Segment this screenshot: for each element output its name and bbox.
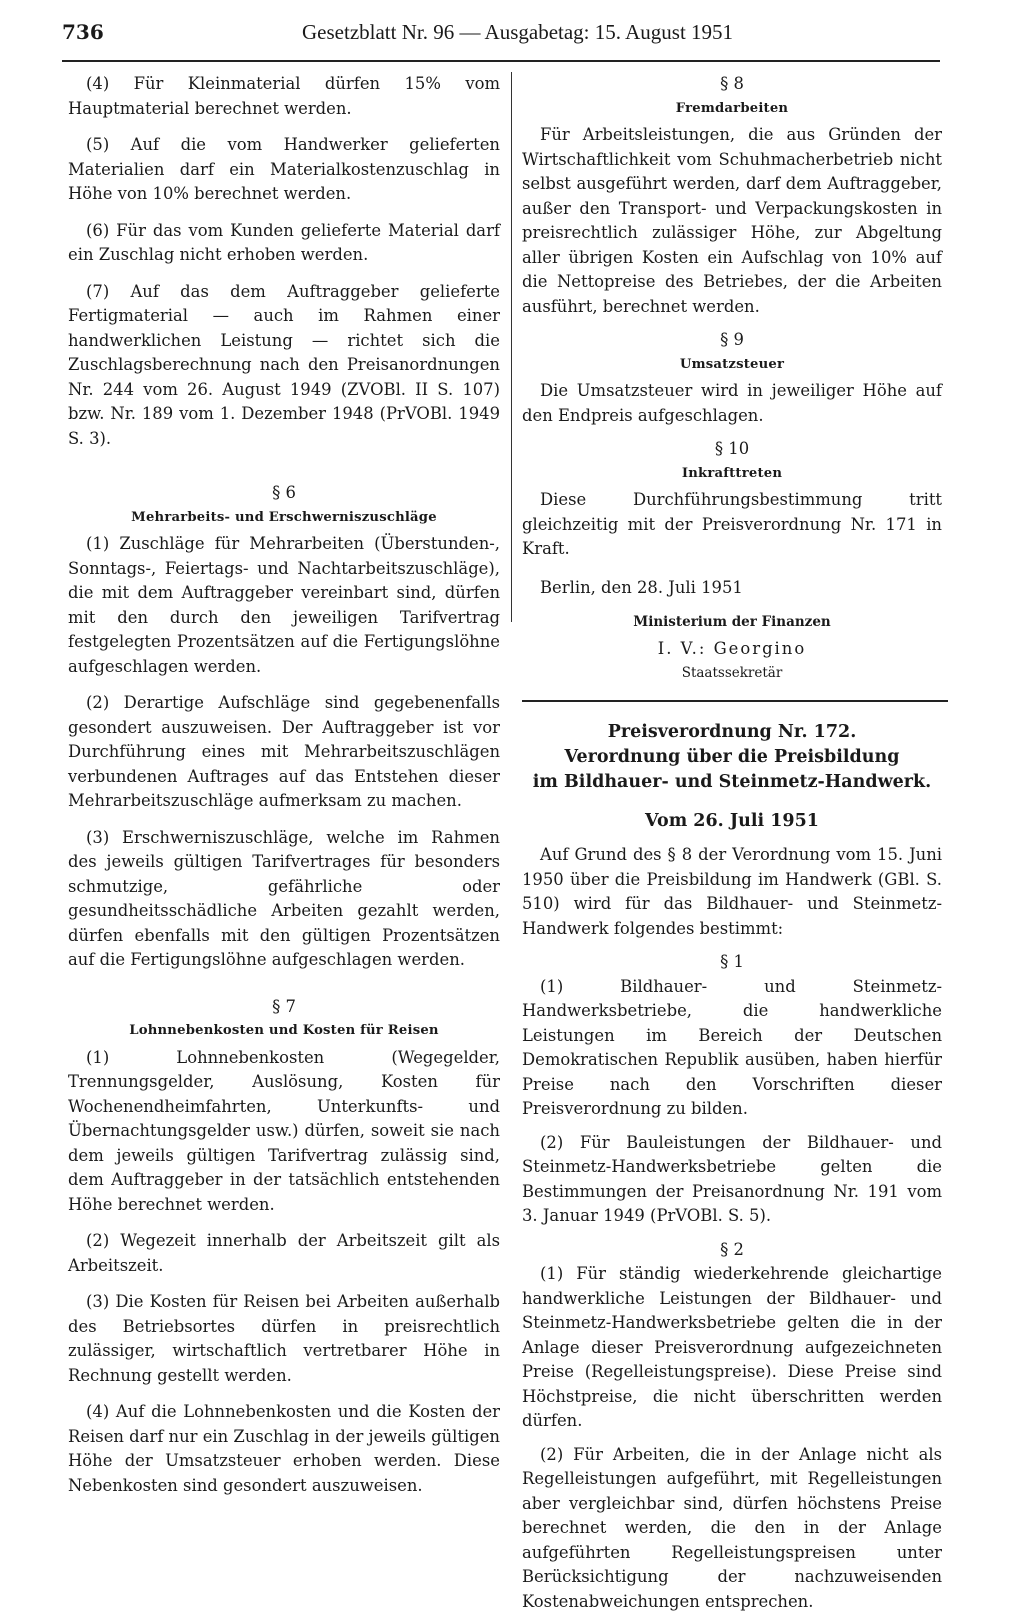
section-9-number: § 9 (720, 330, 744, 349)
header-rule (62, 60, 940, 62)
section-7-paragraph-3: (3) Die Kosten für Reisen bei Arbeiten außerhalb des Betriebsortes dürfen in preisrechtlich zulässiger, wirtschaftlich vertretbarer Höhe in Rechnung gestellt werden. (68, 1292, 500, 1385)
ministry-name: Ministerium der Finanzen (633, 614, 831, 630)
paragraph-5: (5) Auf die vom Handwerker gelieferten Materialien darf ein Materialkostenzuschlag in Höhe von 10% berechnet werden. (68, 135, 500, 203)
section-separator (522, 700, 948, 702)
gazette-title: Gesetzblatt Nr. 96 — Ausgabetag: 15. August 1951 (302, 20, 734, 44)
section-9-title: Umsatzsteuer (679, 356, 785, 372)
section-7-title: Lohnnebenkosten und Kosten für Reisen (129, 1023, 439, 1038)
paragraph-7: (7) Auf das dem Auftraggeber gelieferte Fertigmaterial — auch im Rahmen einer handwerklichen Leistung — richtet sich die Zuschlagsberechnung nach den Preisanordnungen Nr. 244 vom 26. August 1949 (ZVOBl. II S. 107) bzw. Nr. 189 vom 1. Dezember 1948 (PrVOBl. 1949 S. 3). (68, 281, 500, 448)
signer-name: I. V.: Georgino (657, 638, 807, 658)
section-10-title: Inkrafttreten (681, 465, 783, 481)
paragraph-6: (6) Für das vom Kunden gelieferte Material darf ein Zuschlag nicht erhoben werden. (68, 220, 500, 264)
left-column (68, 72, 500, 1510)
right-column (510, 72, 942, 1623)
paragraph-4: (4) Für Kleinmaterial dürfen 15% vom Hauptmaterial berechnet werden. (68, 74, 500, 118)
section-7-number: § 7 (272, 996, 296, 1016)
section-6-number: § 6 (272, 483, 296, 502)
decree-title-line-2: im Bildhauer- und Steinmetz-Handwerk. (532, 771, 932, 792)
place-date: Berlin, den 28. Juli 1951 (540, 577, 743, 597)
decree-section-1-number: § 1 (720, 952, 744, 971)
section-6-paragraph-2: (2) Derartige Aufschläge sind gegebenenfalls gesondert auszuweisen. Der Auftraggeber ist vor Durchführung eines mit Mehrarbeitszuschlägen verbundenen Auftrages auf das Entstehen dieser Mehrarbeitszuschläge aufmerksam zu machen. (68, 693, 500, 810)
page-header (62, 18, 932, 48)
decree-date: Vom 26. Juli 1951 (645, 810, 819, 831)
section-10-number: § 10 (714, 439, 750, 458)
page-number: 736 (62, 20, 104, 44)
signer-rank: Staatssekretär (681, 665, 783, 681)
section-7-paragraph-4: (4) Auf die Lohnnebenkosten und die Kosten der Reisen darf nur ein Zuschlag in der jeweils gültigen Höhe der Umsatzsteuer erhoben werden. Diese Nebenkosten sind gesondert auszuweisen. (68, 1402, 500, 1495)
decree-section-2-number: § 2 (720, 1239, 744, 1259)
decree-section-1-paragraph-2: (2) Für Bauleistungen der Bildhauer- und Steinmetz-Handwerksbetriebe gelten die Bestimmungen der Preisanordnung Nr. 191 vom 3. Januar 1949 (PrVOBl. S. 5). (522, 1132, 942, 1225)
decree-number: Preisverordnung Nr. 172. (607, 721, 857, 742)
decree-preamble: Auf Grund des § 8 der Verordnung vom 15. Juni 1950 über die Preisbildung im Handwerk (GBl. S. 510) wird für das Bildhauer- und Steinmetz-Handwerk folgendes bestimmt: (522, 845, 942, 938)
section-7-paragraph-1: (1) Lohnnebenkosten (Wegegelder, Trennungsgelder, Auslösung, Kosten für Wochenendheimfahrten, Unterkunfts- und Übernachtungsgelder usw.) dürfen, soweit sie nach dem jeweils gültigen Tarifvertrag zulässig sind, dem Auftraggeber in der tatsächlich entstehenden Höhe berechnet werden. (68, 1047, 500, 1214)
section-8-paragraph: Für Arbeitsleistungen, die aus Gründen der Wirtschaftlichkeit vom Schuhmacherbetrieb nicht selbst ausgeführt werden, darf dem Auftraggeber, außer den Transport- und Verpackungskosten in preisrechtlich zulässiger Höhe, zur Abgeltung aller übrigen Kosten ein Aufschlag von 10% auf die Nettopreise des Betriebes, der die Arbeiten ausführt, berechnet werden. (522, 125, 942, 316)
section-8-number: § 8 (720, 74, 744, 93)
section-10-paragraph: Diese Durchführungsbestimmung tritt gleichzeitig mit der Preisverordnung Nr. 171 in Kraft. (522, 490, 942, 558)
section-8-title: Fremdarbeiten (675, 100, 789, 116)
section-6-paragraph-1: (1) Zuschläge für Mehrarbeiten (Überstunden-, Sonntags-, Feiertags- und Nachtarbeitszuschläge), die mit dem Auftraggeber vereinbart sind, dürfen mit den durch den jeweiligen Tarifvertrag festgelegten Prozentsätzen auf die Fertigungslöhne aufgeschlagen werden. (68, 534, 500, 676)
section-7-paragraph-2: (2) Wegezeit innerhalb der Arbeitszeit gilt als Arbeitszeit. (68, 1231, 500, 1275)
section-9-paragraph: Die Umsatzsteuer wird in jeweiliger Höhe auf den Endpreis aufgeschlagen. (522, 381, 942, 425)
section-6-paragraph-3: (3) Erschwerniszuschläge, welche im Rahmen des jeweils gültigen Tarifvertrages für besonders schmutzige, gefährliche oder gesundheitsschädliche Arbeiten gezahlt werden, dürfen ebenfalls mit den gültigen Prozentsätzen auf die Fertigungslöhne aufgeschlagen werden. (68, 827, 500, 969)
decree-section-2-paragraph-2: (2) Für Arbeiten, die in der Anlage nicht als Regelleistungen aufgeführt, mit Regelleistungen aber vergleichbar sind, dürfen höchstens Preise berechnet werden, die den in der Anlage aufgeführten Regelleistungspreisen unter Berücksichtigung der nachzuweisenden Kostenabweichungen entsprechen. (522, 1444, 942, 1611)
section-6-title: Mehrarbeits- und Erschwerniszuschläge (131, 509, 437, 525)
decree-title-line-1: Verordnung über die Preisbildung (564, 746, 900, 767)
decree-section-2-paragraph-1: (1) Für ständig wiederkehrende gleichartige handwerkliche Leistungen der Bildhauer- und Steinmetz-Handwerksbetriebe gelten die in der Anlage dieser Preisverordnung aufgezeichneten Preise (Regelleistungspreise). Diese Preise sind Höchstpreise, die nicht überschritten werden dürfen. (522, 1264, 942, 1430)
decree-section-1-paragraph-1: (1) Bildhauer- und Steinmetz-Handwerksbetriebe, die handwerkliche Leistungen im Bereich der Deutschen Demokratischen Republik ausüben, haben hierfür Preise nach den Vorschriften dieser Preisverordnung zu bilden. (522, 976, 942, 1118)
